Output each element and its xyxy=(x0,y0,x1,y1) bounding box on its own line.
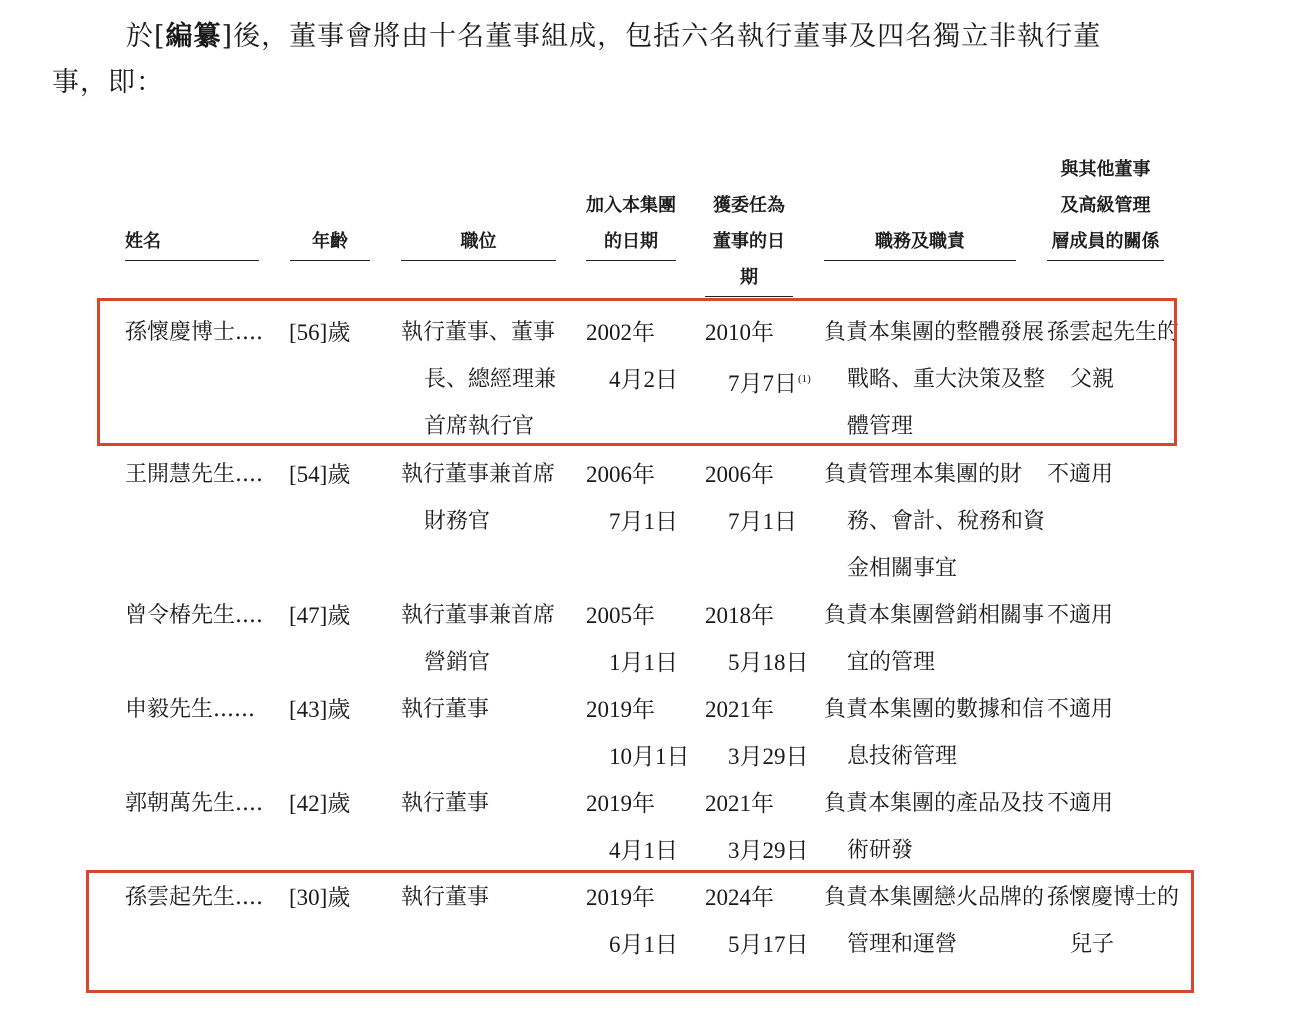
cell-name: 王開慧先生.... xyxy=(125,462,263,487)
cell-relationship: 不適用 xyxy=(1047,462,1114,487)
cell-appoint-date: 2010年 7月7日$^{(1)}$ xyxy=(705,320,811,396)
cell-position: 執行董事兼首席 財務官 xyxy=(401,462,556,534)
cell-relationship: 孫懷慶博士的 兒子 xyxy=(1047,885,1180,957)
footnote-marker: (1) xyxy=(798,373,811,385)
cell-age: [56]歲 xyxy=(289,320,351,345)
cell-age: [43]歲 xyxy=(289,697,351,722)
cell-duties: 負責本集團的產品及技 術研發 xyxy=(824,791,1045,863)
header-appoint-date: 獲委任為 董事的日期 xyxy=(705,188,793,297)
highlight-box-row-1 xyxy=(97,298,1180,446)
cell-join-date: 2002年 4月2日 xyxy=(586,320,678,392)
cell-appoint-date: 2021年 3月29日 xyxy=(705,697,809,769)
intro-line-2: 事，即： xyxy=(52,67,164,98)
cell-position: 執行董事 xyxy=(401,791,490,816)
cell-age: [54]歲 xyxy=(289,462,351,487)
cell-position: 執行董事 xyxy=(401,885,490,910)
header-position: 職位 xyxy=(401,224,556,261)
cell-duties: 負責管理本集團的財 務、會計、稅務和資 金相關事宜 xyxy=(824,462,1046,581)
cell-join-date: 2005年 1月1日 xyxy=(586,603,678,675)
cell-age: [42]歲 xyxy=(289,791,351,816)
cell-appoint-date: 2018年 5月18日 xyxy=(705,603,809,675)
cell-position: 執行董事兼首席 營銷官 xyxy=(401,603,556,675)
cell-relationship: 不適用 xyxy=(1047,697,1114,722)
cell-name: 曾令椿先生.... xyxy=(125,603,263,628)
cell-appoint-date: 2021年 3月29日 xyxy=(705,791,809,863)
redacted-term: 編纂 xyxy=(165,21,222,52)
cell-duties: 負責本集團的數據和信 息技術管理 xyxy=(824,697,1045,769)
cell-relationship: 不適用 xyxy=(1047,791,1114,816)
highlight-box-row-6 xyxy=(86,870,1194,993)
cell-name: 申毅先生...... xyxy=(125,697,255,722)
header-age: 年齡 xyxy=(290,224,370,261)
header-name: 姓名 xyxy=(125,224,259,261)
cell-appoint-date: 2006年 7月1日 xyxy=(705,462,797,534)
cell-join-date: 2019年 6月1日 xyxy=(586,885,678,957)
cell-age: [47]歲 xyxy=(289,603,351,628)
header-relationship: 與其他董事 及高級管理 層成員的關係 xyxy=(1047,152,1164,261)
cell-position: 執行董事 xyxy=(401,697,490,722)
cell-appoint-date: 2024年 5月17日 xyxy=(705,885,809,957)
cell-duties: 負責本集團營銷相關事 宜的管理 xyxy=(824,603,1045,675)
intro-paragraph xyxy=(52,14,1252,106)
cell-relationship: 不適用 xyxy=(1047,603,1114,628)
cell-duties: 負責本集團的整體發展 戰略、重大決策及整 體管理 xyxy=(824,320,1046,439)
cell-name: 郭朝萬先生.... xyxy=(125,791,263,816)
cell-join-date: 2019年 4月1日 xyxy=(586,791,678,863)
cell-name: 孫雲起先生.... xyxy=(125,885,263,910)
header-join-date: 加入本集團 的日期 xyxy=(586,188,676,261)
cell-age: [30]歲 xyxy=(289,885,351,910)
cell-position: 執行董事、董事 長、總經理兼 首席執行官 xyxy=(401,320,557,439)
cell-duties: 負責本集團戀火品牌的 管理和運營 xyxy=(824,885,1045,957)
cell-name: 孫懷慶博士.... xyxy=(125,320,263,345)
cell-join-date: 2006年 7月1日 xyxy=(586,462,678,534)
intro-line-1: 於[編纂]後，董事會將由十名董事組成，包括六名執行董事及四名獨立非執行董 xyxy=(126,21,1102,52)
cell-join-date: 2019年 10月1日 xyxy=(586,697,690,769)
cell-relationship: 孫雲起先生的 父親 xyxy=(1047,320,1180,392)
header-duties: 職務及職責 xyxy=(824,224,1016,261)
